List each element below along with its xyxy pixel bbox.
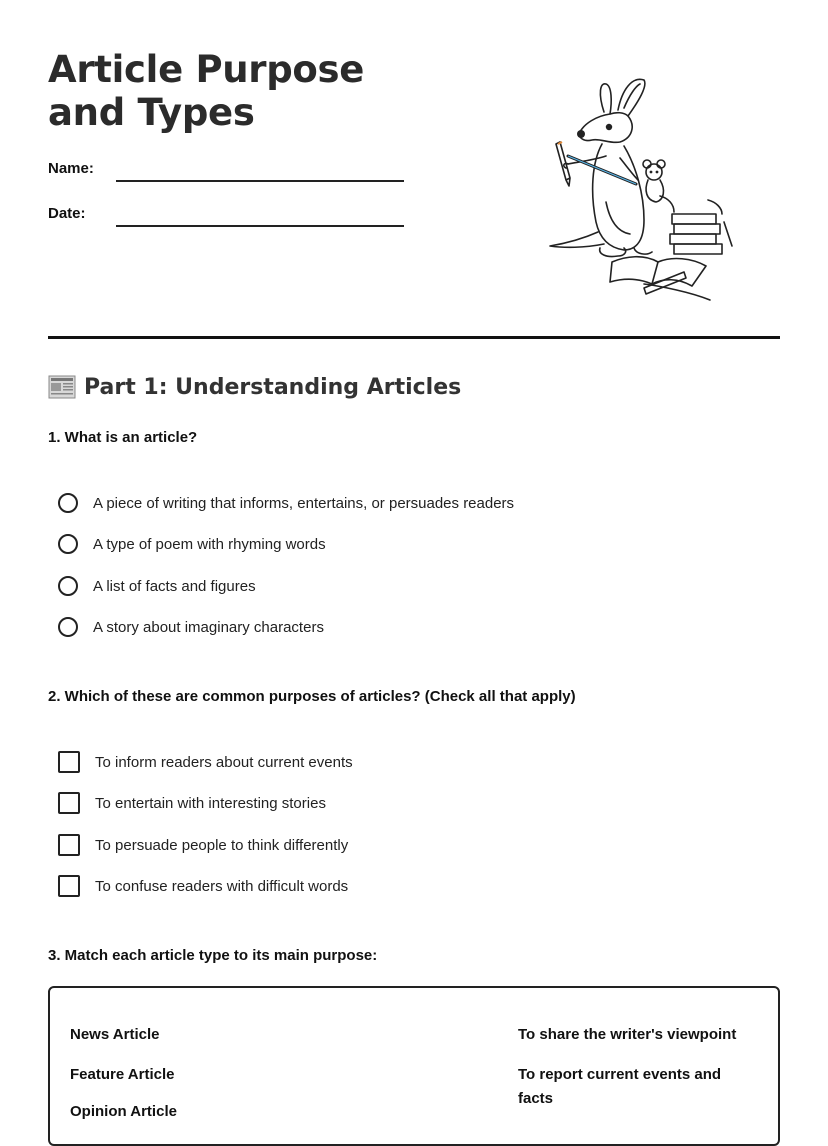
checkbox[interactable] <box>58 792 80 814</box>
checkbox[interactable] <box>58 834 80 856</box>
question-2: 2. Which of these are common purposes of articles? (Check all that apply) <box>48 688 576 705</box>
checkbox[interactable] <box>58 875 80 897</box>
article-type-feature[interactable]: Feature Article <box>70 1066 175 1083</box>
q2-option-2[interactable] <box>58 791 326 815</box>
radio-button[interactable] <box>58 493 78 513</box>
q1-option-4[interactable] <box>58 615 324 639</box>
kangaroo-mascot-illustration <box>540 72 740 304</box>
q1-option-2[interactable] <box>58 532 326 556</box>
option-label: To persuade people to think differently <box>95 836 349 854</box>
option-label: A list of facts and figures <box>93 577 256 595</box>
purpose-viewpoint[interactable]: To share the writer's viewpoint <box>518 1026 737 1043</box>
part1-title: Part 1: Understanding Articles <box>84 374 462 400</box>
article-type-news[interactable]: News Article <box>70 1026 160 1043</box>
date-field[interactable] <box>116 225 404 227</box>
option-label: To entertain with interesting stories <box>95 794 326 812</box>
option-label: To inform readers about current events <box>95 753 353 771</box>
q1-option-3[interactable] <box>58 574 256 598</box>
q1-option-1[interactable] <box>58 491 514 515</box>
part1-heading <box>48 374 461 400</box>
q2-option-4[interactable] <box>58 874 348 898</box>
radio-button[interactable] <box>58 617 78 637</box>
section-divider <box>48 336 780 339</box>
question-3: 3. Match each article type to its main purpose: <box>48 947 378 964</box>
purpose-report-events[interactable]: To report current events and facts <box>518 1066 722 1107</box>
option-label: A piece of writing that informs, entertains, or persuades readers <box>93 494 515 512</box>
article-type-opinion[interactable]: Opinion Article <box>70 1103 177 1120</box>
option-label: To confuse readers with difficult words <box>95 877 349 895</box>
matching-box <box>48 986 780 1146</box>
radio-button[interactable] <box>58 534 78 554</box>
date-label: Date: <box>48 205 86 222</box>
name-field[interactable] <box>116 180 404 182</box>
name-label: Name: <box>48 160 94 177</box>
checkbox[interactable] <box>58 751 80 773</box>
q2-option-3[interactable] <box>58 833 348 857</box>
q2-option-1[interactable] <box>58 750 353 774</box>
radio-button[interactable] <box>58 576 78 596</box>
page-title: Article Purpose and Types <box>48 48 365 134</box>
option-label: A type of poem with rhyming words <box>93 535 326 553</box>
newspaper-icon <box>48 374 76 400</box>
option-label: A story about imaginary characters <box>93 618 324 636</box>
question-1: 1. What is an article? <box>48 429 198 446</box>
